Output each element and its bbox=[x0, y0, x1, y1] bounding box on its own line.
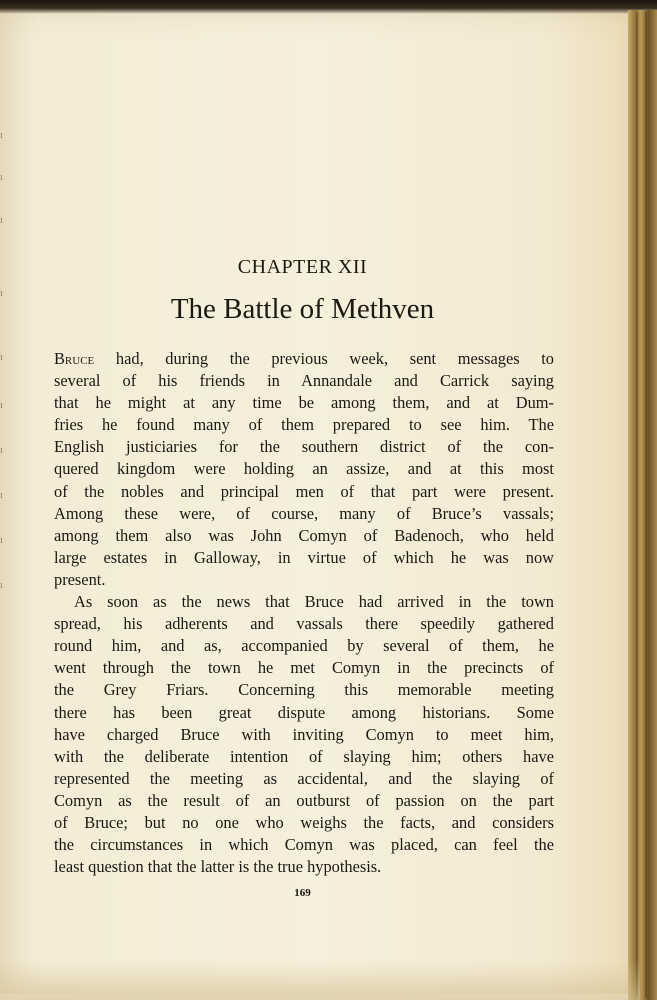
gutter-bleed-mark: ı bbox=[0, 580, 4, 590]
text-line: went through the town he met Comyn in the precincts of bbox=[54, 658, 554, 678]
gutter-bleed-mark: ı bbox=[0, 400, 4, 410]
text-line: among them also was John Comyn of Badenoch, who held bbox=[54, 525, 554, 545]
gutter-bleed-mark: ı bbox=[0, 130, 4, 140]
text-line: the circumstances in which Comyn was placed, can feel the bbox=[54, 835, 554, 855]
text-line: Comyn as the result of an outburst of passion on the part bbox=[54, 790, 554, 810]
gutter-bleed-mark: ı bbox=[0, 490, 4, 500]
text-line: represented the meeting as accidental, and the slaying of bbox=[54, 768, 554, 788]
gutter-bleed-mark: ı bbox=[0, 352, 4, 362]
opening-word: Bruce bbox=[54, 349, 95, 368]
page-number: 169 bbox=[294, 887, 311, 899]
text-line: least question that the latter is the true hypothesis. bbox=[54, 857, 382, 877]
text-line: fries he found many of them prepared to see him. The bbox=[54, 415, 554, 435]
page-edge bbox=[628, 10, 657, 1000]
gutter-bleed-mark: ı bbox=[0, 215, 4, 225]
text-line: Bruce had, during the previous week, sent messages to bbox=[54, 349, 554, 368]
gutter-bleed-mark: ı bbox=[0, 445, 4, 455]
text-line: large estates in Galloway, in virtue of which he was now bbox=[54, 547, 554, 567]
text-line: have charged Bruce with inviting Comyn to meet him, bbox=[54, 724, 554, 744]
bottom-fade bbox=[0, 960, 640, 1000]
text-line: of Bruce; but no one who weighs the facts, and considers bbox=[54, 812, 554, 832]
text-line: with the deliberate intention of slaying him; others have bbox=[54, 746, 554, 766]
text-line: the Grey Friars. Concerning this memorable meeting bbox=[54, 680, 554, 700]
text-line: As soon as the news that Bruce had arrived in the town bbox=[74, 592, 554, 612]
chapter-title: The Battle of Methven bbox=[170, 293, 435, 325]
text-line: quered kingdom were holding an assize, and at this most bbox=[54, 459, 554, 479]
chapter-body bbox=[54, 348, 554, 878]
text-line: several of his friends in Annandale and Carrick saying bbox=[54, 371, 554, 391]
chapter-label: CHAPTER XII bbox=[237, 256, 368, 278]
text-line: Among these were, of course, many of Bruce’s vassals; bbox=[54, 503, 554, 523]
gutter-bleed-mark: ı bbox=[0, 172, 4, 182]
text-line: present. bbox=[54, 569, 106, 589]
gutter-bleed-mark: ı bbox=[0, 288, 4, 298]
gutter-bleed-mark: ı bbox=[0, 535, 4, 545]
top-shadow bbox=[0, 0, 657, 14]
text-line: that he might at any time be among them, and at Dum- bbox=[54, 393, 554, 413]
page-edge-line bbox=[645, 12, 647, 998]
page-edge-line bbox=[636, 12, 638, 998]
text-line: English justiciaries for the southern district of the con- bbox=[54, 437, 554, 457]
text-line: of the nobles and principal men of that part were present. bbox=[54, 481, 554, 501]
text-line: spread, his adherents and vassals there speedily gathered bbox=[54, 614, 554, 634]
text-line: there has been great dispute among historians. Some bbox=[54, 702, 554, 722]
text-line: round him, and as, accompanied by several of them, he bbox=[54, 636, 554, 656]
